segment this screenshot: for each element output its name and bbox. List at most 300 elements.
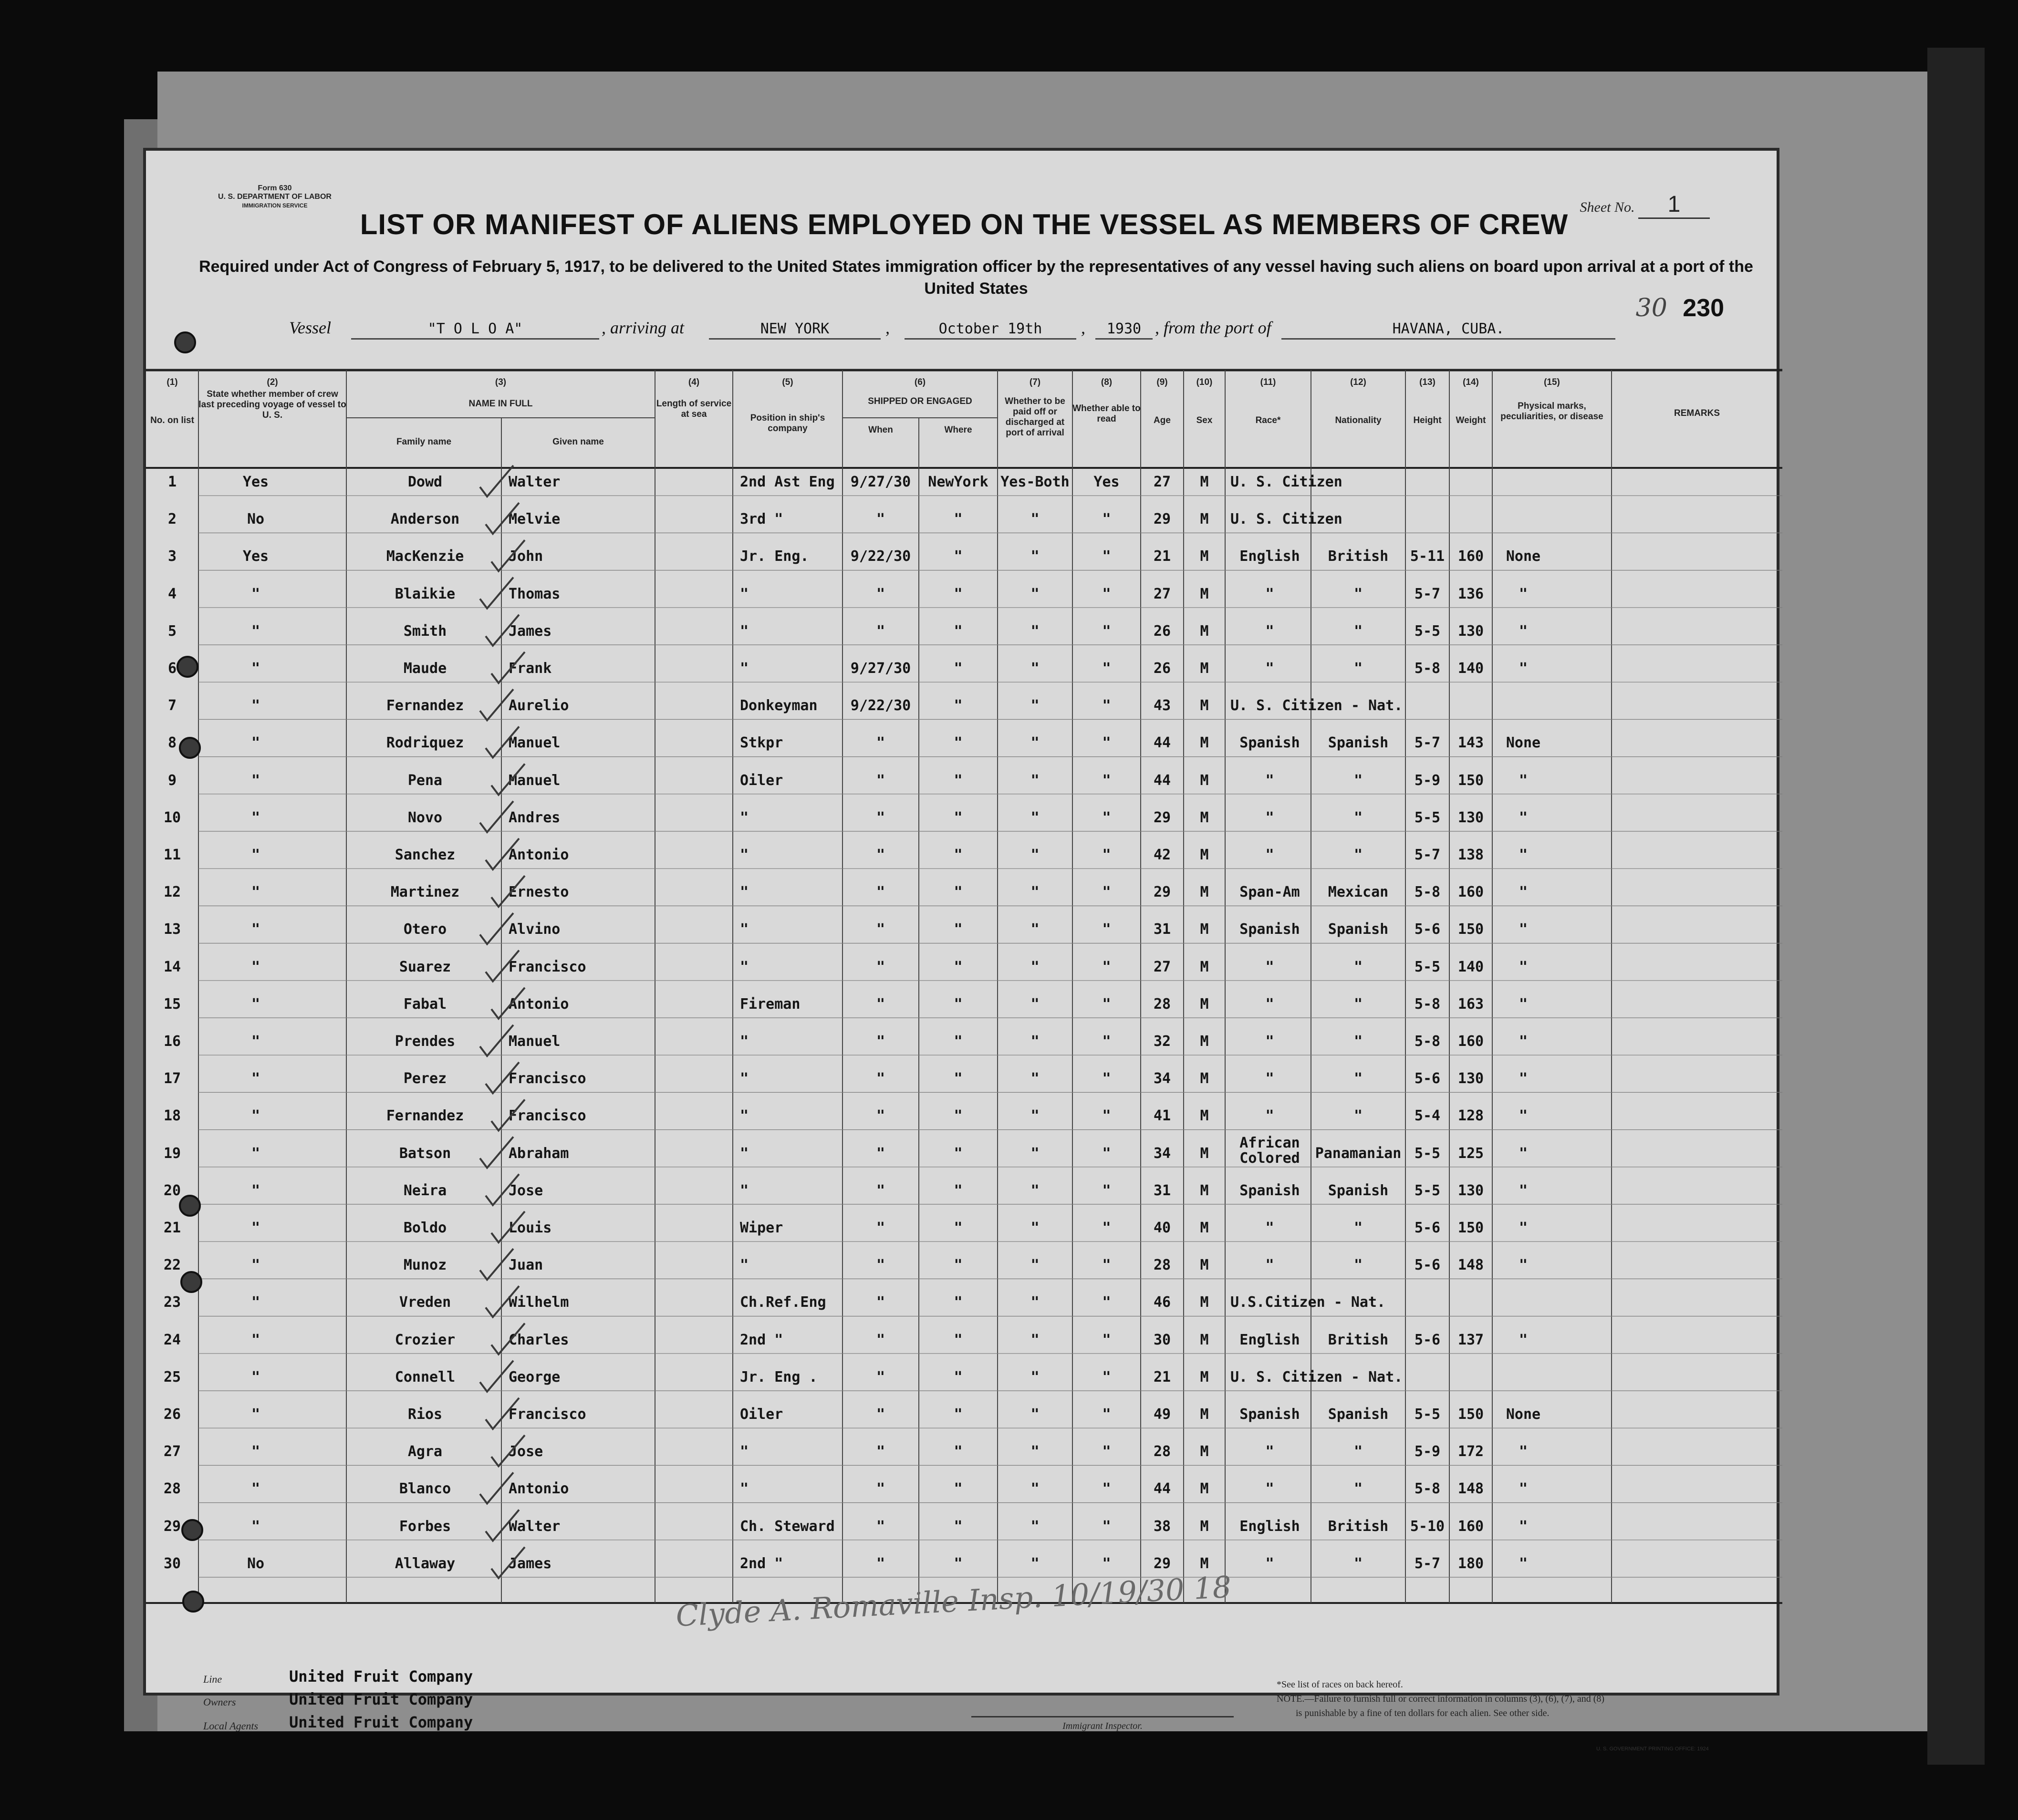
punch-hole — [181, 1519, 203, 1541]
cell-given-name: Manuel — [509, 1033, 561, 1050]
cell-shipped-when: " — [876, 622, 885, 640]
cell-position: " — [740, 921, 749, 938]
cell-row-number: 11 — [163, 847, 181, 863]
cell-position: " — [740, 585, 749, 602]
check-mark — [480, 1361, 513, 1392]
col1-header: No. on list — [150, 415, 194, 425]
check-mark — [486, 615, 519, 646]
cell-physical-marks: " — [1519, 1145, 1528, 1162]
cell-able-to-read: " — [1102, 1443, 1111, 1460]
col11-header: Race* — [1255, 415, 1281, 425]
cell-sex: M — [1200, 1368, 1209, 1386]
penalty-note: NOTE.—Failure to furnish full or correct information in columns (3), (6), (7), and (8) — [1277, 1694, 1605, 1704]
cell-shipped-where: " — [954, 1406, 963, 1423]
cell-physical-marks: " — [1519, 847, 1528, 863]
col15-number: (15) — [1544, 377, 1560, 387]
cell-weight: 125 — [1457, 1145, 1484, 1162]
cell-family-name: Perez — [403, 1070, 447, 1087]
cell-shipped-where: " — [954, 1480, 963, 1498]
cell-nationality: " — [1353, 1555, 1363, 1572]
cell-age: 43 — [1153, 697, 1171, 714]
cell-age: 27 — [1153, 958, 1171, 975]
cell-nationality: " — [1353, 1033, 1363, 1050]
col8-number: (8) — [1101, 377, 1113, 387]
cell-physical-marks: " — [1519, 772, 1528, 789]
cell-weight: 160 — [1457, 548, 1484, 565]
cell-given-name: Ernesto — [509, 884, 569, 901]
cell-given-name: Manuel — [509, 734, 561, 752]
cell-able-to-read: " — [1102, 1406, 1111, 1423]
cell-row-number: 25 — [163, 1368, 181, 1386]
owners-value: United Fruit Company — [289, 1690, 473, 1708]
cell-family-name: Boldo — [403, 1220, 447, 1236]
cell-shipped-where: " — [954, 1107, 963, 1125]
cell-given-name: James — [509, 622, 552, 640]
cell-height: 5-5 — [1414, 1182, 1441, 1199]
cell-sex: M — [1200, 772, 1209, 789]
col12-number: (12) — [1350, 377, 1366, 387]
cell-row-number: 29 — [163, 1518, 181, 1535]
arriving-label: , arriving at — [602, 318, 685, 337]
cell-paid-off: " — [1030, 622, 1040, 640]
cell-paid-off: " — [1030, 1518, 1040, 1535]
page-title: LIST OR MANIFEST OF ALIENS EMPLOYED ON THE VESSEL AS MEMBERS OF CREW — [360, 208, 1569, 240]
cell-height: 5-9 — [1414, 1443, 1441, 1460]
cell-able-to-read: " — [1102, 1257, 1111, 1274]
cell-family-name: Blanco — [399, 1480, 451, 1498]
cell-row-number: 21 — [163, 1220, 181, 1236]
cell-able-to-read: " — [1102, 884, 1111, 901]
service: IMMIGRATION SERVICE — [242, 202, 308, 209]
cell-able-to-read: " — [1102, 995, 1111, 1013]
cell-age: 28 — [1153, 1443, 1171, 1460]
cell-age: 21 — [1153, 548, 1171, 565]
vessel-line: Vessel "T O L O A" , arriving at NEW YORK , October 19th , 1930 , from the port of HAVANA, CUBA. — [289, 318, 1768, 346]
cell-previous-voyage: " — [251, 884, 260, 901]
cell-shipped-where: " — [954, 660, 963, 677]
cell-sex: M — [1200, 697, 1209, 714]
cell-weight: 138 — [1457, 847, 1484, 863]
cell-row-number: 28 — [163, 1480, 181, 1498]
cell-given-name: Walter — [509, 1518, 561, 1535]
cell-position: " — [740, 622, 749, 640]
cell-height: 5-7 — [1414, 734, 1441, 752]
cell-shipped-where: " — [954, 1070, 963, 1087]
checkmarks — [146, 151, 1782, 1698]
cell-nationality: Spanish — [1328, 921, 1389, 938]
cell-previous-voyage: " — [251, 1182, 260, 1199]
cell-given-name: Francisco — [509, 1070, 586, 1087]
cell-weight: 130 — [1457, 622, 1484, 640]
cell-family-name: Batson — [399, 1145, 451, 1162]
cell-able-to-read: " — [1102, 734, 1111, 752]
cell-previous-voyage: " — [251, 772, 260, 789]
cell-position: " — [740, 660, 749, 677]
cell-able-to-read: " — [1102, 1294, 1111, 1311]
check-mark — [480, 1025, 513, 1056]
check-mark — [486, 951, 519, 982]
cell-age: 34 — [1153, 1145, 1171, 1162]
cell-family-name: Smith — [403, 622, 447, 640]
cell-height: 5-4 — [1414, 1107, 1441, 1125]
cell-age: 27 — [1153, 585, 1171, 602]
penalty-note-cont: is punishable by a fine of ten dollars for each alien. See other side. — [1296, 1708, 1550, 1718]
cell-paid-off: " — [1030, 1443, 1040, 1460]
cell-physical-marks: " — [1519, 585, 1528, 602]
handwritten-page-number: 30 — [1635, 294, 1667, 322]
cell-height: 5-10 — [1410, 1518, 1445, 1535]
cell-weight: 163 — [1457, 995, 1484, 1013]
agents-label: Local Agents — [203, 1720, 259, 1732]
cell-height: 5-5 — [1414, 622, 1441, 640]
cell-previous-voyage: " — [251, 1257, 260, 1274]
col8-header: Whether able to read — [1072, 403, 1141, 424]
cell-previous-voyage: No — [247, 511, 265, 528]
cell-age: 29 — [1153, 884, 1171, 901]
cell-shipped-when: " — [876, 1331, 885, 1348]
cell-given-name: Francisco — [509, 958, 586, 975]
punch-hole — [179, 737, 201, 759]
family-name-header: Family name — [396, 437, 452, 447]
cell-weight: 130 — [1457, 1070, 1484, 1087]
inspector-label: Immigrant Inspector. — [1062, 1721, 1143, 1731]
cell-race: " — [1265, 1257, 1274, 1274]
cell-row-number: 27 — [163, 1443, 181, 1460]
cell-nationality: " — [1353, 772, 1363, 789]
from-port-label: , from the port of — [1155, 318, 1271, 337]
cell-paid-off: " — [1030, 511, 1040, 528]
cell-race: English — [1239, 1518, 1300, 1535]
cell-nationality: " — [1353, 1107, 1363, 1125]
cell-age: 26 — [1153, 622, 1171, 640]
cell-shipped-where: " — [954, 1443, 963, 1460]
cell-row-number: 14 — [163, 958, 181, 975]
col15-header: Physical marks, peculiarities, or disease — [1500, 401, 1603, 422]
cell-physical-marks: " — [1519, 1070, 1528, 1087]
printer-imprint: U. S. GOVERNMENT PRINTING OFFICE: 1924 — [1596, 1746, 1709, 1752]
inspector-signature-line — [971, 1716, 1234, 1717]
cell-age: 38 — [1153, 1518, 1171, 1535]
col11-number: (11) — [1260, 377, 1276, 387]
cell-paid-off: " — [1030, 1294, 1040, 1311]
cell-previous-voyage: " — [251, 1518, 260, 1535]
cell-able-to-read: " — [1102, 1518, 1111, 1535]
when-header: When — [868, 425, 893, 435]
cell-weight: 140 — [1457, 660, 1484, 677]
races-note: *See list of races on back hereof. — [1277, 1679, 1403, 1690]
cell-shipped-when: " — [876, 958, 885, 975]
cell-physical-marks: " — [1519, 958, 1528, 975]
cell-paid-off: " — [1030, 1368, 1040, 1386]
cell-able-to-read: " — [1102, 697, 1111, 714]
col4-number: (4) — [688, 377, 700, 387]
cell-shipped-when: " — [876, 809, 885, 826]
cell-row-number: 22 — [163, 1257, 181, 1274]
cell-family-name: Dowd — [407, 474, 443, 490]
cell-sex: M — [1200, 921, 1209, 938]
check-mark — [480, 689, 513, 720]
cell-shipped-where: " — [954, 1145, 963, 1162]
cell-given-name: Francisco — [509, 1107, 586, 1125]
col3-number: (3) — [495, 377, 507, 387]
cell-sex: M — [1200, 1518, 1209, 1535]
cell-nationality: " — [1353, 1257, 1363, 1274]
col7-number: (7) — [1029, 377, 1041, 387]
cell-physical-marks: " — [1519, 1182, 1528, 1199]
cell-height: 5-6 — [1414, 1331, 1441, 1348]
cell-able-to-read: " — [1102, 772, 1111, 789]
cell-given-name: Louis — [509, 1220, 552, 1236]
cell-race: " — [1265, 585, 1274, 602]
cell-nationality: " — [1353, 585, 1363, 602]
departure-port: HAVANA, CUBA. — [1281, 321, 1615, 340]
cell-race: U. S. Citizen - Nat. — [1230, 1368, 1403, 1386]
cell-sex: M — [1200, 1070, 1209, 1087]
owners-label: Owners — [203, 1696, 236, 1708]
cell-family-name: Neira — [403, 1182, 447, 1199]
cell-race: " — [1265, 1220, 1274, 1236]
cell-shipped-when: " — [876, 1368, 885, 1386]
cell-sex: M — [1200, 884, 1209, 901]
cell-age: 29 — [1153, 809, 1171, 826]
cell-shipped-when: " — [876, 1033, 885, 1050]
check-mark — [486, 1286, 519, 1317]
cell-shipped-where: " — [954, 585, 963, 602]
cell-age: 44 — [1153, 1480, 1171, 1498]
cell-height: 5-5 — [1414, 1406, 1441, 1423]
cell-previous-voyage: " — [251, 1294, 260, 1311]
cell-previous-voyage: Yes — [242, 548, 269, 565]
col13-number: (13) — [1419, 377, 1435, 387]
cell-weight: 130 — [1457, 1182, 1484, 1199]
cell-age: 40 — [1153, 1220, 1171, 1236]
cell-given-name: Manuel — [509, 772, 561, 789]
cell-given-name: Jose — [509, 1443, 543, 1460]
punch-hole — [177, 656, 198, 678]
cell-position: Oiler — [740, 772, 783, 789]
cell-able-to-read: " — [1102, 1182, 1111, 1199]
cell-able-to-read: " — [1102, 1368, 1111, 1386]
cell-shipped-where: " — [954, 995, 963, 1013]
cell-family-name: Allaway — [395, 1555, 456, 1572]
cell-sex: M — [1200, 995, 1209, 1013]
cell-row-number: 17 — [163, 1070, 181, 1087]
cell-position: " — [740, 1443, 749, 1460]
cell-shipped-when: " — [876, 585, 885, 602]
check-mark — [491, 1547, 525, 1578]
cell-previous-voyage: " — [251, 1406, 260, 1423]
cell-sex: M — [1200, 1107, 1209, 1125]
cell-age: 44 — [1153, 734, 1171, 752]
cell-able-to-read: " — [1102, 1033, 1111, 1050]
cell-physical-marks: None — [1506, 1406, 1541, 1423]
cell-sex: M — [1200, 1480, 1209, 1498]
col6-header: SHIPPED OR ENGAGED — [868, 396, 972, 406]
cell-paid-off: " — [1030, 548, 1040, 565]
page-edge — [1927, 48, 1985, 1765]
cell-race: " — [1265, 847, 1274, 863]
cell-sex: M — [1200, 548, 1209, 565]
given-name-header: Given name — [552, 437, 604, 447]
cell-shipped-where: " — [954, 734, 963, 752]
cell-age: 28 — [1153, 995, 1171, 1013]
cell-position: " — [740, 884, 749, 901]
cell-race: " — [1265, 1070, 1274, 1087]
cell-paid-off: " — [1030, 697, 1040, 714]
cell-shipped-when: " — [876, 995, 885, 1013]
cell-position: 3rd " — [740, 511, 783, 528]
cell-able-to-read: " — [1102, 548, 1111, 565]
cell-paid-off: " — [1030, 1107, 1040, 1125]
cell-row-number: 2 — [167, 511, 177, 528]
vessel-label: Vessel — [289, 318, 331, 337]
cell-physical-marks: " — [1519, 1257, 1528, 1274]
cell-row-number: 1 — [167, 474, 177, 490]
cell-row-number: 3 — [167, 548, 177, 565]
cell-age: 32 — [1153, 1033, 1171, 1050]
cell-physical-marks: " — [1519, 1107, 1528, 1125]
cell-age: 41 — [1153, 1107, 1171, 1125]
cell-row-number: 24 — [163, 1331, 181, 1348]
cell-family-name: Fernandez — [386, 1107, 464, 1125]
cell-family-name: Suarez — [399, 958, 451, 975]
cell-weight: 180 — [1457, 1555, 1484, 1572]
cell-age: 30 — [1153, 1331, 1171, 1348]
cell-given-name: Frank — [509, 660, 552, 677]
col13-header: Height — [1413, 415, 1442, 425]
cell-row-number: 7 — [167, 697, 177, 714]
cell-family-name: Rodriquez — [386, 734, 464, 752]
check-mark — [480, 913, 513, 944]
cell-shipped-where: " — [954, 1220, 963, 1236]
cell-paid-off: " — [1030, 995, 1040, 1013]
cell-shipped-when: " — [876, 1294, 885, 1311]
cell-paid-off: " — [1030, 1406, 1040, 1423]
cell-nationality: " — [1353, 1220, 1363, 1236]
cell-row-number: 26 — [163, 1406, 181, 1423]
cell-position: Ch.Ref.Eng — [740, 1294, 826, 1311]
cell-race: U. S. Citizen — [1230, 511, 1342, 528]
col14-header: Weight — [1456, 415, 1486, 425]
cell-age: 44 — [1153, 772, 1171, 789]
cell-weight: 128 — [1457, 1107, 1484, 1125]
cell-nationality: Mexican — [1328, 884, 1389, 901]
cell-given-name: Aurelio — [509, 697, 569, 714]
punch-hole — [182, 1591, 204, 1613]
cell-family-name: Fernandez — [386, 697, 464, 714]
cell-age: 49 — [1153, 1406, 1171, 1423]
cell-nationality: British — [1328, 1518, 1389, 1535]
cell-position: 2nd " — [740, 1331, 783, 1348]
cell-sex: M — [1200, 622, 1209, 640]
cell-previous-voyage: " — [251, 1107, 260, 1125]
cell-nationality: " — [1353, 1070, 1363, 1087]
cell-position: 2nd " — [740, 1555, 783, 1572]
cell-physical-marks: " — [1519, 1480, 1528, 1498]
cell-family-name: Connell — [395, 1368, 456, 1386]
cell-sex: M — [1200, 1294, 1209, 1311]
cell-shipped-where: " — [954, 511, 963, 528]
cell-height: 5-8 — [1414, 1033, 1441, 1050]
cell-race: Span-Am — [1239, 884, 1300, 901]
check-mark — [486, 503, 519, 534]
cell-race: African Colored — [1239, 1134, 1300, 1167]
cell-nationality: " — [1353, 809, 1363, 826]
cell-family-name: MacKenzie — [386, 548, 464, 565]
cell-given-name: Antonio — [509, 1480, 569, 1498]
cell-shipped-when: " — [876, 1480, 885, 1498]
cell-previous-voyage: " — [251, 1443, 260, 1460]
cell-sex: M — [1200, 1033, 1209, 1050]
cell-row-number: 12 — [163, 884, 181, 901]
cell-height: 5-7 — [1414, 847, 1441, 863]
cell-weight: 136 — [1457, 585, 1484, 602]
form-number: Form 630 — [258, 184, 292, 192]
cell-able-to-read: " — [1102, 921, 1111, 938]
cell-able-to-read: " — [1102, 511, 1111, 528]
cell-row-number: 5 — [167, 622, 177, 640]
cell-race: " — [1265, 1555, 1274, 1572]
cell-physical-marks: " — [1519, 1555, 1528, 1572]
col2-header: State whether member of crew last preceding voyage of vessel to U. S. — [198, 389, 346, 420]
cell-position: " — [740, 1070, 749, 1087]
agents-value: United Fruit Company — [289, 1713, 473, 1731]
cell-sex: M — [1200, 1443, 1209, 1460]
cell-family-name: Agra — [407, 1443, 443, 1460]
cell-nationality: " — [1353, 847, 1363, 863]
cell-nationality: Panamanian — [1315, 1145, 1402, 1162]
cell-position: Stkpr — [740, 734, 783, 752]
cell-row-number: 4 — [167, 585, 177, 602]
cell-previous-voyage: " — [251, 697, 260, 714]
cell-sex: M — [1200, 1406, 1209, 1423]
cell-paid-off: " — [1030, 1033, 1040, 1050]
cell-shipped-where: " — [954, 548, 963, 565]
col6-number: (6) — [914, 377, 926, 387]
cell-age: 29 — [1153, 511, 1171, 528]
cell-age: 31 — [1153, 1182, 1171, 1199]
punch-hole — [174, 331, 196, 353]
cell-race: " — [1265, 1033, 1274, 1050]
cell-height: 5-5 — [1414, 809, 1441, 826]
check-mark — [480, 1249, 513, 1280]
check-mark — [486, 726, 519, 757]
cell-physical-marks: " — [1519, 1033, 1528, 1050]
cell-given-name: Alvino — [509, 921, 561, 938]
cell-weight: 150 — [1457, 1220, 1484, 1236]
cell-shipped-where: " — [954, 1368, 963, 1386]
cell-paid-off: " — [1030, 585, 1040, 602]
check-mark — [491, 1435, 525, 1466]
cell-given-name: Antonio — [509, 847, 569, 863]
cell-paid-off: " — [1030, 1555, 1040, 1572]
cell-height: 5-8 — [1414, 884, 1441, 901]
cell-position: " — [740, 1107, 749, 1125]
department: U. S. DEPARTMENT OF LABOR — [218, 193, 332, 201]
cell-paid-off: " — [1030, 1331, 1040, 1348]
cell-position: " — [740, 847, 749, 863]
cell-height: 5-6 — [1414, 1257, 1441, 1274]
col10-header: Sex — [1196, 415, 1213, 425]
check-mark — [480, 1137, 513, 1168]
cell-shipped-where: " — [954, 1033, 963, 1050]
cell-age: 26 — [1153, 660, 1171, 677]
cell-given-name: Melvie — [509, 511, 561, 528]
col7-header: Whether to be paid off or discharged at port of arrival — [1005, 396, 1065, 438]
check-mark — [486, 838, 519, 869]
cell-paid-off: " — [1030, 734, 1040, 752]
check-mark — [480, 578, 513, 609]
